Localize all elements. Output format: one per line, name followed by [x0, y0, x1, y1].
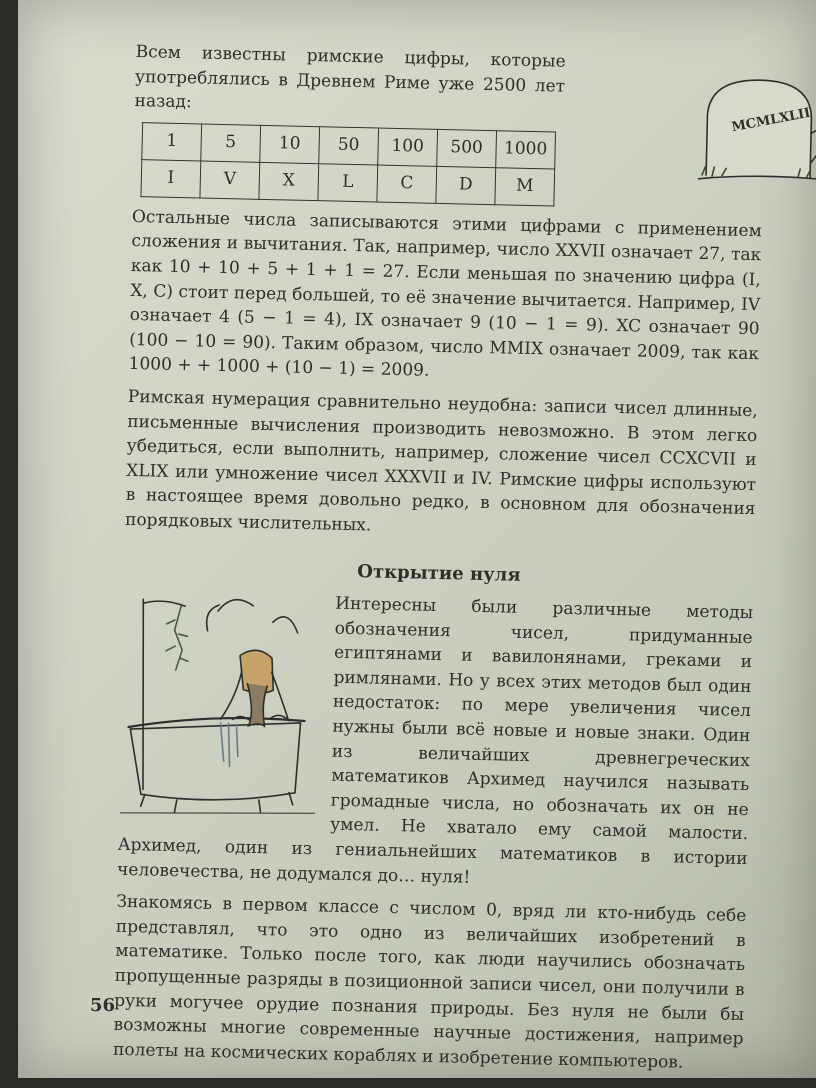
paragraph-roman-inconvenience: Римская нумерация сравнительно неудобна: записи чисел длинные, письменные вычисления производить невозможно. В этом легко убедиться, если выполнить, например, сложение чисел CCXCVII и XLIX или умножение чисел XXXVII и IV. Римские цифры используют в настоящее время довольно редко, в основном для обозначения порядковых числительных. [124, 386, 758, 536]
roman-cell: V [200, 161, 260, 199]
arabic-cell: 10 [260, 125, 320, 163]
roman-cell: D [436, 166, 496, 204]
roman-cell: M [495, 167, 555, 205]
intro-text: Всем известны римские цифры, которые употреблялись в Древнем Риме уже 2500 лет назад: [134, 41, 566, 113]
paragraph-roman-rules: Остальные числа записываются этими цифрами с применением сложения и вычитания. Так, например, число XXVII означает 27, так как 10 + 10 + 5 + 1 + 1 = 27. Если меньшая по значению цифра (I, X, C) стоит перед большей, то её значение вычитается. Например, IV означает 4 (5 − 1 = 4), IX означает 9 (10 − 1 = 9). XC означает 90 (100 − 10 = 90). Таким образом, число MMIX означает 2009, так как 1000 + + 1000 + (10 − 1) = 2009. [128, 206, 763, 382]
arabic-cell: 1 [142, 122, 202, 160]
roman-cell: X [259, 162, 319, 200]
arabic-cell: 1000 [496, 130, 556, 168]
page-number: 56 [90, 995, 116, 1016]
paragraph-zero-importance: Знакомясь в первом классе с числом 0, вряд ли кто-нибудь себе представлял, что это одно из величайших изобретений в математике. Только после того, как люди научились обозначать пропущенные разряды в позиционной записи чисел, они получили в руки могучее орудие познания природы. Без нуля не были бы возможны многие современные научные достижения, например полеты на космических кораблях и изобретение компьютеров. [112, 891, 747, 1073]
tombstone-illustration [698, 75, 816, 193]
roman-cell: I [141, 159, 201, 197]
arabic-cell: 50 [319, 126, 379, 164]
book-page [18, 0, 816, 1078]
roman-cell: L [318, 163, 378, 201]
roman-cell: C [377, 165, 437, 203]
tombstone-inscription: MCMLXLII [730, 105, 812, 136]
paragraph-number-methods [117, 587, 754, 896]
section-title: Открытие нуля [357, 560, 521, 586]
arabic-cell: 500 [437, 129, 497, 167]
archimedes-bath-illustration [118, 589, 323, 823]
paragraph-number-methods-text: Интересны были различные методы обозначения чисел, придуманные египтянами и вавилонянами, греками и римлянами. Но у всех этих методов был один недостаток: по мере увеличения чисел нужны были всё новые и новые знаки. Один из величайших древнегреческих математиков Архимед научился называть громадные числа, но обозначать их он не умел. Не хватало ему самой малости. Архимед, один из гениальнейших математиков в истории человечества, не додумался до… нуля! [116, 593, 754, 888]
arabic-cell: 100 [378, 128, 438, 166]
arabic-cell: 5 [201, 124, 261, 162]
roman-numerals-table [140, 122, 556, 206]
page-content [112, 40, 812, 1076]
